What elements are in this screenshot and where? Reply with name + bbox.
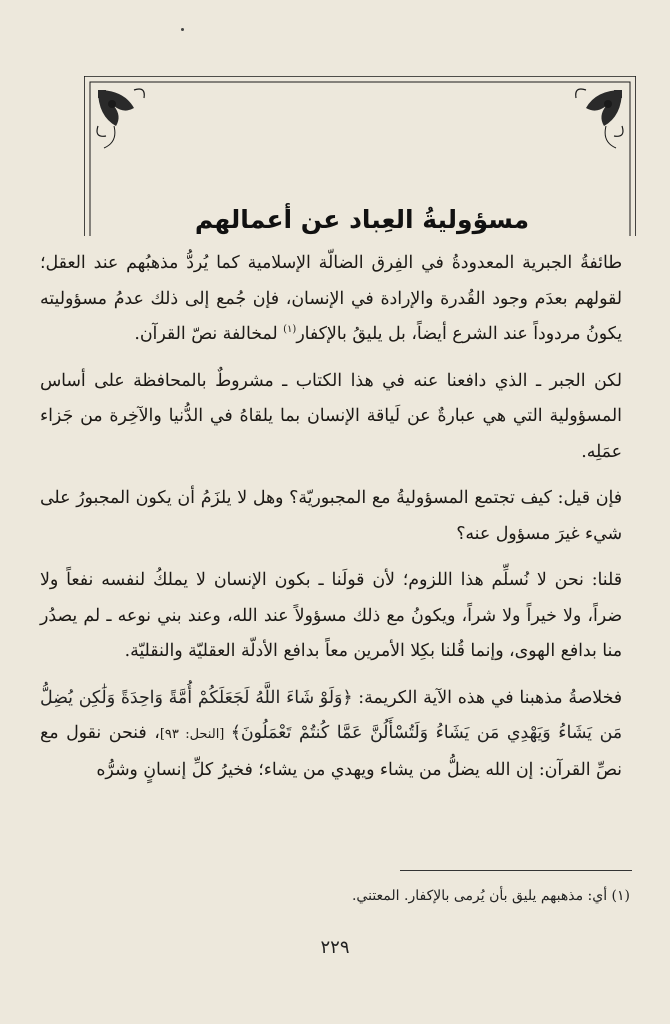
paragraph-5-text: فخلاصةُ مذهبنا في هذه الآية الكريمة: <box>352 687 622 708</box>
paragraph-3: فإن قيل: كيف تجتمع المسؤوليةُ مع المجبوريّة؟ وهل لا يلزَمُ أن يكون المجبورُ على شيء غيرَ مسؤول عنه؟ <box>40 488 622 544</box>
paragraph-2: لكن الجبر ـ الذي دافعنا عنه في هذا الكتاب ـ مشروطٌ بالمحافظة على أساس المسؤولية التي هي عبارةٌ عن لَياقة الإنسان بما يلقاهُ في الدُّنيا والآخِرة من جَزاء عمَلِه. <box>40 370 622 462</box>
paragraph-5 <box>40 681 622 789</box>
paragraph-1-end: لمخالفة نصّ القرآن. <box>134 324 284 344</box>
page-speck <box>181 28 184 31</box>
body-text <box>40 246 622 799</box>
chapter-title: مسؤوليةُ العِباد عن أعمالهم <box>194 205 530 234</box>
left-corner-ornament <box>97 89 144 148</box>
footnote-divider <box>400 870 632 871</box>
page-number: ٢٢٩ <box>320 937 350 958</box>
paragraph-1 <box>40 246 622 353</box>
verse-reference: [النحل: ٩٣] <box>159 727 231 742</box>
right-corner-ornament <box>576 89 623 148</box>
quran-verse: ﴿وَلَوْ شَاءَ اللَّهُ لَجَعَلَكُمْ أُمَّةً وَاحِدَةً وَلَٰكِن يُضِلُّ مَن يَشَاءُ وَيَهْدِي مَن يَشَاءُ وَلَتُسْأَلُنَّ عَمَّا كُنتُمْ تَعْمَلُونَ﴾ <box>40 687 623 743</box>
footnote-marker: (١) <box>283 324 297 336</box>
paragraph-4: قلنا: نحن لا نُسلِّم هذا اللزوم؛ لأن قولَنا ـ بكون الإنسان لا يملكُ لنفسه نفعاً ولا ضراً، ولا خيراً ولا شراً، ويكونُ مع ذلك مسؤولاً عند الله، وعند بني نوعه ـ لم يصدُر منا بدافع الهوى، وإنما قُلنا بكِلا الأمرين معاً بدافع الأدلّة العقليّة والنقليّة. <box>40 570 622 661</box>
footnote: (١) أي: مذهبهم يليق بأن يُرمى بالإكفار. المعتني. <box>351 888 630 904</box>
paragraph-5-end: ، فنحن نقول مع نصِّ القرآن: إن الله يضلُّ من يشاء ويهدي من يشاء؛ فخيرُ كلِّ إنسانٍ وشرُّه <box>40 723 622 780</box>
paragraph-1-text: طائفةُ الجبرية المعدودةُ في الفِرق الضالّة الإسلامية كما يُردُّ مذهبُهم عند العقل؛ لقولهم بعدَم وجود القُدرة والإرادة في الإنسان، فإن جُمع إلى ذلك عدمُ مسؤوليته يكونُ مردوداً عند الشرع أيضاً، بل يليقُ بالإكفار <box>40 253 622 344</box>
